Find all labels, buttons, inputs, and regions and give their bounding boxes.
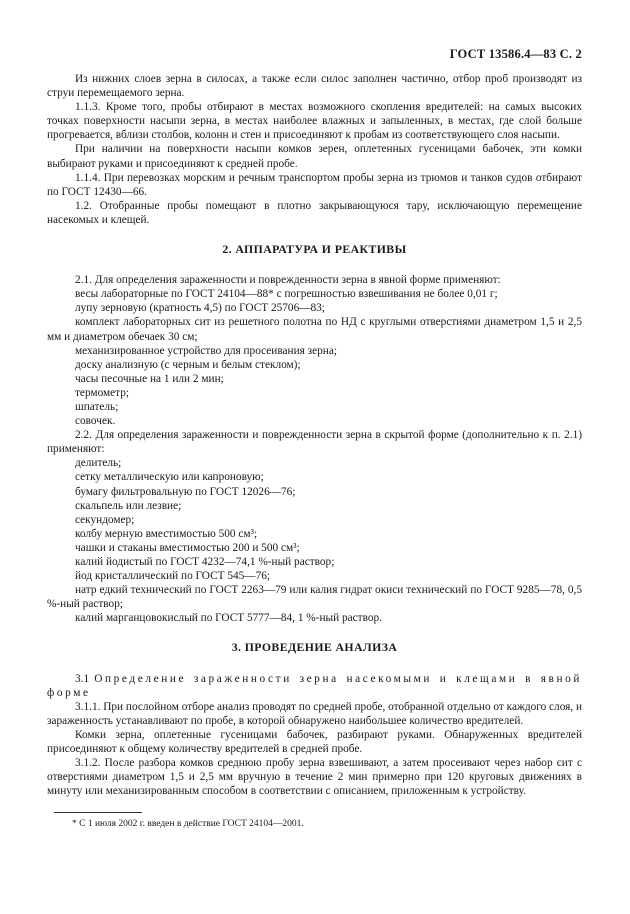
section-2-title: 2. АППАРАТУРА И РЕАКТИВЫ — [222, 242, 407, 257]
intro-paragraph: Из нижних слоев зерна в силосах, а также если силос заполнен частично, отбор проб производят из струи перемещаемого зерна. — [47, 73, 582, 100]
footnote: * С 1 июля 2002 г. введен в действие ГОСТ 24104—2001. — [72, 819, 304, 829]
clause-1-2: 1.2. Отобранные пробы помещают в плотно закрывающуюся тару, исключающую перемещение насекомых и клещей. — [47, 199, 582, 226]
clause-1-1-3: 1.1.3. Кроме того, пробы отбирают в местах возможного скопления вредителей: на самых высоких точках поверхности насыпи зерна, в местах наиболее влажных и запыленных, в местах, где слой больше прогревается, вблизи столбов, колонн и стен и присоединяют к пробам из соответствующего слоя насыпи. — [47, 101, 582, 142]
list-item: доску анализную (с черным и белым стеклом); — [75, 358, 301, 371]
section-3-title: 3. ПРОВЕДЕНИЕ АНАЛИЗА — [231, 640, 398, 655]
intro-paragraph: При наличии на поверхности насыпи комков зерен, оплетенных гусеницами бабочек, эти комки выбирают руками и присоединяют к средней пробе. — [47, 143, 582, 170]
clause-3-1 — [47, 672, 582, 700]
page-content — [47, 72, 582, 798]
list-item: чашки и стаканы вместимостью 200 и 500 см³; — [75, 541, 300, 554]
clause-3-1-heading: Определение зараженности зерна насекомыми и клещами в явной форме — [47, 672, 583, 699]
list-item: калий марганцовокислый по ГОСТ 5777—84, 1 %-ный раствор. — [75, 612, 382, 625]
list-item: скальпель или лезвие; — [75, 499, 182, 512]
list-item: йод кристаллический по ГОСТ 545—76; — [75, 570, 271, 583]
list-item: бумагу фильтровальную по ГОСТ 12026—76; — [75, 485, 296, 498]
list-item: механизированное устройство для просеивания зерна; — [75, 344, 337, 357]
list-item: совочек. — [75, 415, 116, 428]
list-item: колбу мерную вместимостью 500 см³; — [75, 527, 258, 540]
list-item: сетку металлическую или капроновую; — [75, 471, 264, 484]
list-item: калий йодистый по ГОСТ 4232—74,1 %-ный раствор; — [75, 556, 335, 568]
list-item: термометр; — [75, 386, 130, 399]
clause-3-1-2: 3.1.2. После разбора комков среднюю пробу зерна взвешивают, а затем просеивают через набор сит с отверстиями диаметром 1,5 и 2,5 мм вручную в течение 2 мин примерно при 120 круговых движениях в минуту или механизированным способом в соответствии с описанием, приложенным к устройству. — [47, 757, 582, 798]
list-item: делитель; — [75, 457, 122, 470]
clause-3-1-1: 3.1.1. При послойном отборе анализ проводят по средней пробе, отобранной отдельно от каждого слоя, и зараженность устанавливают по пробе, в которой обнаружено наибольшее количество вредителей. — [47, 700, 583, 727]
clause-2-1: 2.1. Для определения зараженности и поврежденности зерна в явной форме применяют: — [75, 274, 501, 287]
footnote-divider — [54, 812, 142, 813]
clause-3-1-number: 3.1 — [75, 672, 90, 685]
body-paragraph: Комки зерна, оплетенные гусеницами бабочек, разбирают руками. Обнаруженных вредителей присоединяют к общему количеству вредителей в средней пробе. — [47, 728, 582, 756]
clause-2-2: 2.2. Для определения зараженности и поврежденности зерна в скрытой форме (дополнительно к п. 2.1) применяют: — [47, 429, 582, 456]
list-item: шпатель; — [75, 400, 119, 413]
list-item: натр едкий технический по ГОСТ 2263—79 или калия гидрат окиси технический по ГОСТ 9285—78, 0,5 %-ный раствор; — [47, 584, 582, 611]
list-item: весы лабораторные по ГОСТ 24104—88* с погрешностью взвешивания не более 0,01 г; — [75, 288, 498, 301]
list-item: комплект лабораторных сит из решетного полотна по НД с круглыми отверстиями диаметром 1,5 и 2,5 мм и диаметром обечаек 30 см; — [47, 316, 582, 343]
list-item: часы песочные на 1 или 2 мин; — [75, 372, 224, 385]
list-item: секундомер; — [75, 513, 135, 526]
list-item: лупу зерновую (кратность 4,5) по ГОСТ 25706—83; — [75, 302, 325, 315]
clause-1-1-4: 1.1.4. При перевозках морским и речным транспортом пробы зерна из трюмов и танков судов отбирают по ГОСТ 12430—66. — [47, 171, 582, 198]
page-header: ГОСТ 13586.4—83 С. 2 — [449, 47, 582, 61]
